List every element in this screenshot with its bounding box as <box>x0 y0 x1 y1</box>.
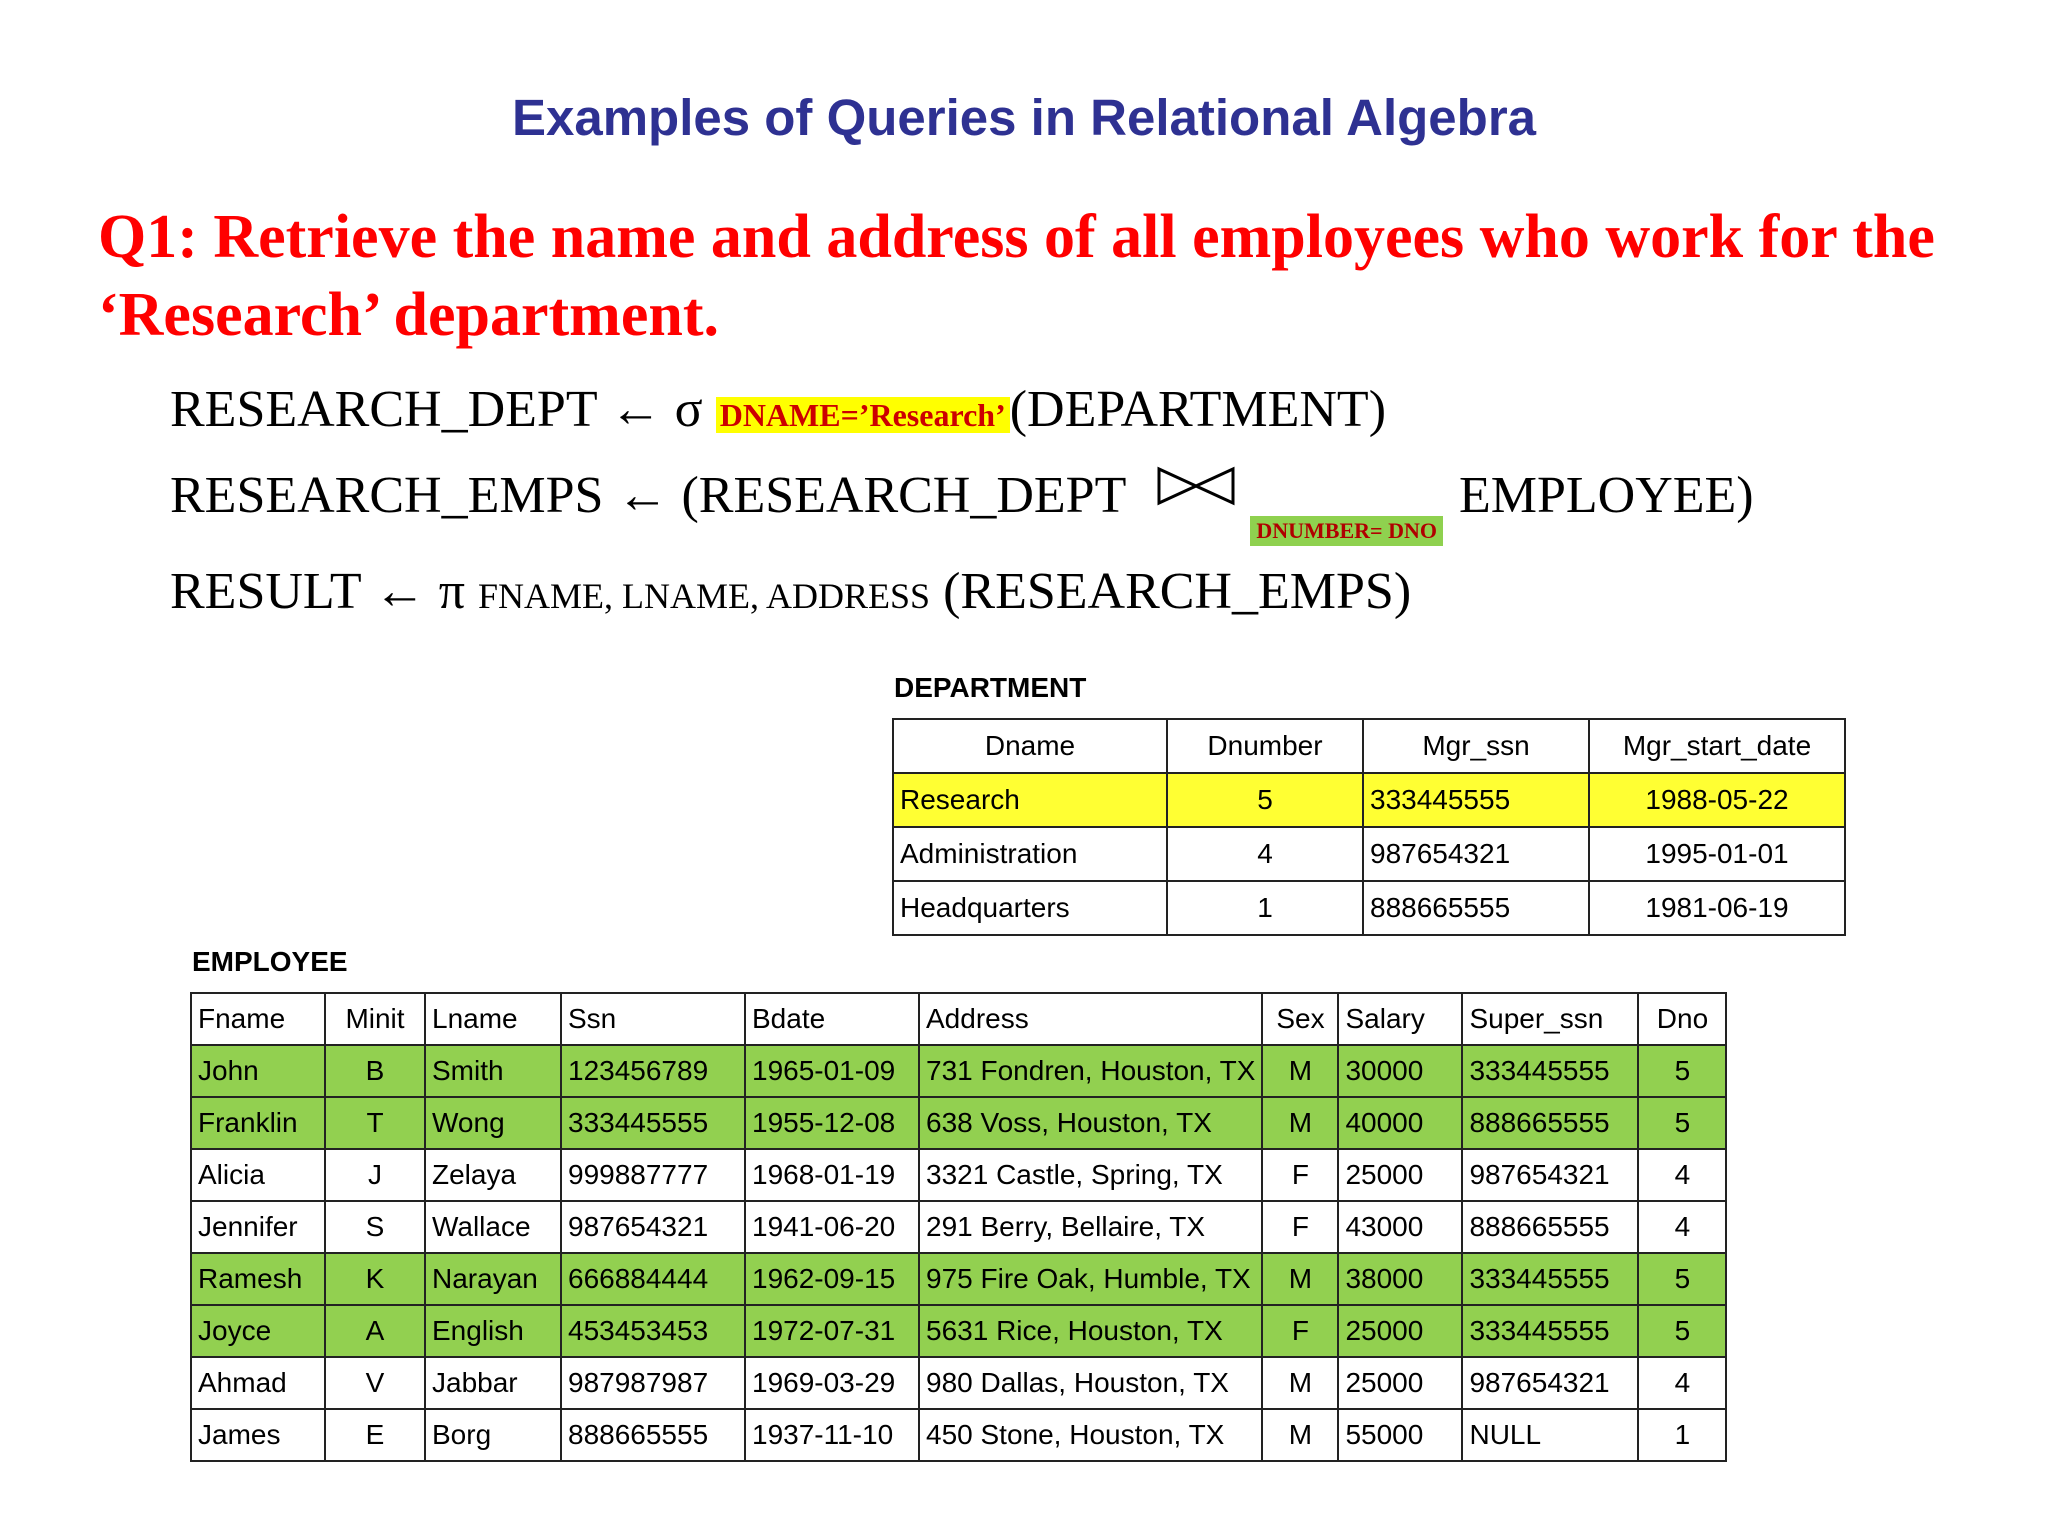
table-cell: 1969-03-29 <box>745 1357 919 1409</box>
formula-research-dept <box>170 380 1386 439</box>
table-cell: 638 Voss, Houston, TX <box>919 1097 1262 1149</box>
department-table <box>892 718 1846 936</box>
join-condition: DNUMBER= DNO <box>1250 516 1443 546</box>
table-row <box>893 827 1845 881</box>
table-cell: 333445555 <box>1462 1253 1638 1305</box>
table-cell: M <box>1262 1097 1338 1149</box>
table-cell: K <box>325 1253 425 1305</box>
table-cell: 453453453 <box>561 1305 745 1357</box>
table-row <box>191 1409 1726 1461</box>
table-cell: E <box>325 1409 425 1461</box>
table-cell: Ahmad <box>191 1357 325 1409</box>
table-cell: 987654321 <box>1462 1357 1638 1409</box>
formula-rhs: (RESEARCH_EMPS) <box>930 563 1412 620</box>
table-cell: 888665555 <box>1462 1097 1638 1149</box>
column-header: Dnumber <box>1167 719 1363 773</box>
table-cell: Narayan <box>425 1253 561 1305</box>
table-cell: 1968-01-19 <box>745 1149 919 1201</box>
column-header: Fname <box>191 993 325 1045</box>
table-cell: Wallace <box>425 1201 561 1253</box>
table-cell: B <box>325 1045 425 1097</box>
table-cell: 1 <box>1638 1409 1726 1461</box>
table-cell: 1955-12-08 <box>745 1097 919 1149</box>
formula-lhs: RESEARCH_DEPT ← σ <box>170 381 716 438</box>
employee-table <box>190 992 1727 1462</box>
table-cell: 975 Fire Oak, Humble, TX <box>919 1253 1262 1305</box>
table-cell: 987654321 <box>561 1201 745 1253</box>
table-cell: 888665555 <box>1363 881 1589 935</box>
table-cell: Ramesh <box>191 1253 325 1305</box>
table-cell: 55000 <box>1338 1409 1462 1461</box>
table-cell: 3321 Castle, Spring, TX <box>919 1149 1262 1201</box>
table-cell: 5 <box>1167 773 1363 827</box>
table-cell: 1988-05-22 <box>1589 773 1845 827</box>
projection-attributes: FNAME, LNAME, ADDRESS <box>478 576 931 616</box>
table-cell: 291 Berry, Bellaire, TX <box>919 1201 1262 1253</box>
table-cell: 731 Fondren, Houston, TX <box>919 1045 1262 1097</box>
column-header: Address <box>919 993 1262 1045</box>
column-header: Lname <box>425 993 561 1045</box>
table-cell: Jabbar <box>425 1357 561 1409</box>
table-cell: M <box>1262 1045 1338 1097</box>
table-cell: 5 <box>1638 1253 1726 1305</box>
table-cell: English <box>425 1305 561 1357</box>
formula-result <box>170 562 1411 621</box>
table-cell: Wong <box>425 1097 561 1149</box>
table-cell: 1965-01-09 <box>745 1045 919 1097</box>
table-cell: NULL <box>1462 1409 1638 1461</box>
table-cell: Jennifer <box>191 1201 325 1253</box>
table-cell: 888665555 <box>561 1409 745 1461</box>
table-cell: M <box>1262 1409 1338 1461</box>
table-row <box>191 1097 1726 1149</box>
table-cell: F <box>1262 1305 1338 1357</box>
formula-lhs: RESULT ← π <box>170 563 478 620</box>
table-cell: 333445555 <box>1462 1305 1638 1357</box>
column-header: Minit <box>325 993 425 1045</box>
table-cell: 1937-11-10 <box>745 1409 919 1461</box>
table-cell: 987654321 <box>1363 827 1589 881</box>
table-cell: Research <box>893 773 1167 827</box>
table-cell: 1981-06-19 <box>1589 881 1845 935</box>
table-row <box>191 1253 1726 1305</box>
table-cell: Joyce <box>191 1305 325 1357</box>
table-cell: 666884444 <box>561 1253 745 1305</box>
table-cell: 4 <box>1167 827 1363 881</box>
table-cell: Alicia <box>191 1149 325 1201</box>
table-cell: 25000 <box>1338 1357 1462 1409</box>
table-cell: 40000 <box>1338 1097 1462 1149</box>
table-cell: 38000 <box>1338 1253 1462 1305</box>
table-cell: V <box>325 1357 425 1409</box>
table-cell: 5 <box>1638 1045 1726 1097</box>
table-cell: M <box>1262 1253 1338 1305</box>
table-cell: 987987987 <box>561 1357 745 1409</box>
table-cell: 333445555 <box>1462 1045 1638 1097</box>
formula-rhs: EMPLOYEE) <box>1458 467 1754 524</box>
table-cell: 333445555 <box>561 1097 745 1149</box>
table-cell: 333445555 <box>1363 773 1589 827</box>
natural-join-icon <box>1156 460 1236 519</box>
column-header: Bdate <box>745 993 919 1045</box>
table-cell: John <box>191 1045 325 1097</box>
employee-label: EMPLOYEE <box>192 946 348 977</box>
formula-research-emps <box>170 460 1754 546</box>
question-text: Q1: Retrieve the name and address of all employees who work for the ‘Research’ department. <box>98 203 1935 349</box>
table-cell: 4 <box>1638 1149 1726 1201</box>
formula-rhs: (DEPARTMENT) <box>1009 381 1387 438</box>
column-header: Mgr_start_date <box>1589 719 1845 773</box>
table-cell: 5 <box>1638 1305 1726 1357</box>
table-cell: 1962-09-15 <box>745 1253 919 1305</box>
table-cell: 987654321 <box>1462 1149 1638 1201</box>
slide-title: Examples of Queries in Relational Algebra <box>511 89 1537 146</box>
table-cell: S <box>325 1201 425 1253</box>
table-cell: 1 <box>1167 881 1363 935</box>
table-cell: 1995-01-01 <box>1589 827 1845 881</box>
column-header: Super_ssn <box>1462 993 1638 1045</box>
table-cell: 5 <box>1638 1097 1726 1149</box>
table-cell: Administration <box>893 827 1167 881</box>
column-header: Dno <box>1638 993 1726 1045</box>
table-cell: Smith <box>425 1045 561 1097</box>
table-cell: F <box>1262 1201 1338 1253</box>
table-row <box>191 1305 1726 1357</box>
table-cell: 4 <box>1638 1201 1726 1253</box>
column-header: Sex <box>1262 993 1338 1045</box>
table-cell: 1972-07-31 <box>745 1305 919 1357</box>
table-cell: 1941-06-20 <box>745 1201 919 1253</box>
table-row <box>191 1149 1726 1201</box>
table-cell: 123456789 <box>561 1045 745 1097</box>
column-header: Dname <box>893 719 1167 773</box>
table-cell: 25000 <box>1338 1149 1462 1201</box>
column-header: Mgr_ssn <box>1363 719 1589 773</box>
table-cell: 25000 <box>1338 1305 1462 1357</box>
table-cell: 999887777 <box>561 1149 745 1201</box>
table-cell: T <box>325 1097 425 1149</box>
department-label: DEPARTMENT <box>894 672 1087 703</box>
table-cell: J <box>325 1149 425 1201</box>
selection-condition: DNAME=’Research’ <box>716 397 1010 433</box>
column-header: Salary <box>1338 993 1462 1045</box>
table-row <box>191 1357 1726 1409</box>
table-cell: Zelaya <box>425 1149 561 1201</box>
table-cell: 5631 Rice, Houston, TX <box>919 1305 1262 1357</box>
table-cell: Borg <box>425 1409 561 1461</box>
table-cell: M <box>1262 1357 1338 1409</box>
table-cell: F <box>1262 1149 1338 1201</box>
table-cell: A <box>325 1305 425 1357</box>
column-header: Ssn <box>561 993 745 1045</box>
table-row <box>893 773 1845 827</box>
table-cell: 4 <box>1638 1357 1726 1409</box>
table-row <box>893 881 1845 935</box>
table-cell: Headquarters <box>893 881 1167 935</box>
table-cell: 30000 <box>1338 1045 1462 1097</box>
table-cell: 450 Stone, Houston, TX <box>919 1409 1262 1461</box>
table-cell: 888665555 <box>1462 1201 1638 1253</box>
table-cell: 43000 <box>1338 1201 1462 1253</box>
table-row <box>191 1201 1726 1253</box>
table-row <box>191 1045 1726 1097</box>
table-cell: James <box>191 1409 325 1461</box>
table-cell: 980 Dallas, Houston, TX <box>919 1357 1262 1409</box>
formula-lhs: RESEARCH_EMPS ← (RESEARCH_DEPT <box>170 467 1127 524</box>
table-cell: Franklin <box>191 1097 325 1149</box>
